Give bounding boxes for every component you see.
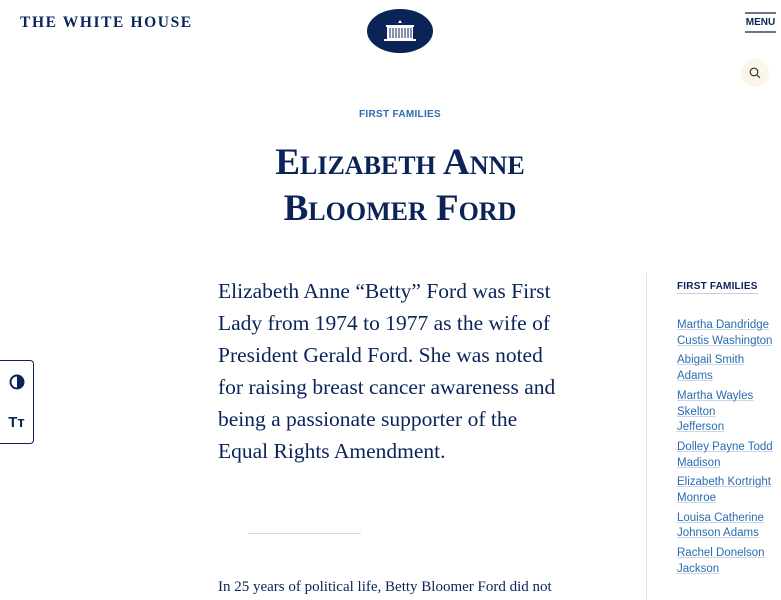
sidebar-link[interactable]: Dolley Payne Todd Madison (677, 440, 773, 469)
contrast-toggle[interactable] (0, 361, 33, 402)
sidebar-link[interactable]: Martha Dandridge Custis Washington (677, 319, 773, 347)
sidebar-link[interactable]: Elizabeth Kortright Monroe (677, 476, 771, 505)
text-size-button[interactable]: Tт (8, 414, 25, 431)
menu-button[interactable]: MENU (745, 12, 776, 33)
search-icon (749, 67, 761, 79)
page-title (0, 140, 781, 232)
sidebar-heading[interactable]: FIRST FAMILIES (677, 281, 758, 292)
sidebar-link[interactable]: Louisa Catherine Johnson Adams (677, 511, 764, 540)
search-button[interactable] (741, 59, 769, 87)
white-house-logo[interactable] (367, 9, 433, 53)
page-title-text: Elizabeth Anne Bloomer Ford (275, 142, 525, 229)
white-house-icon (382, 19, 418, 43)
accessibility-toolbar (0, 360, 34, 444)
sidebar-divider (646, 273, 647, 600)
sidebar-link[interactable]: Rachel Donelson Jackson (677, 547, 765, 575)
site-brand[interactable]: THE WHITE HOUSE (20, 14, 193, 31)
contrast-icon (9, 374, 25, 390)
lead-paragraph: Elizabeth Anne “Betty” Ford was First Lady from 1974 to 1977 as the wife of President Gerald Ford. She was noted for raising breast cancer awareness and being a passionate supporter of the Equal Rights Amendment. (218, 279, 556, 463)
sidebar-link[interactable]: Abigail Smith Adams (677, 354, 745, 383)
body-paragraph: In 25 years of political life, Betty Bloomer Ford did not (218, 579, 552, 595)
sidebar-link[interactable]: Martha Wayles Skelton Jefferson (677, 389, 754, 434)
divider (248, 533, 361, 534)
category-label: FIRST FAMILIES (359, 109, 441, 120)
sidebar (677, 276, 777, 582)
